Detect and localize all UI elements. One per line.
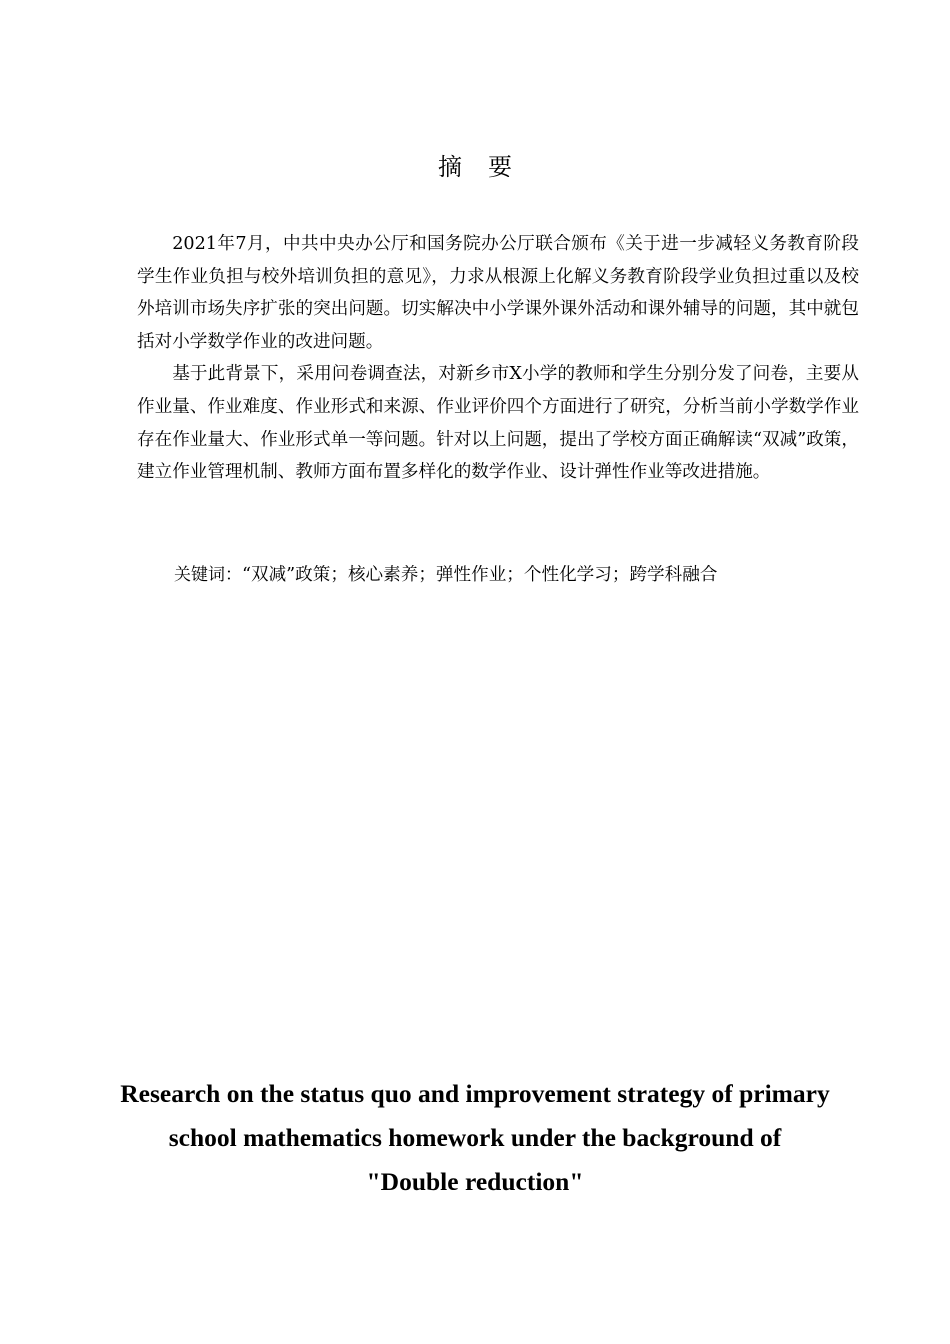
abstract-heading: 摘要 <box>438 153 538 181</box>
abstract-paragraph-2: 基于此背景下，采用问卷调查法，对新乡市X小学的教师和学生分别分发了问卷，主要从作业量、作业难度、作业形式和来源、作业评价四个方面进行了研究，分析当前小学数学作业存在作业量大、作业形式单一等问题。针对以上问题，提出了学校方面正确解读“双减”政策，建立作业管理机制、教师方面布置多样化的数学作业、设计弹性作业等改进措施。 <box>137 364 859 483</box>
english-title: Research on the status quo and improvement strategy of primary school mathematics homework under the background of "Double reduction" <box>120 1079 830 1196</box>
abstract-body <box>137 228 859 489</box>
keywords-line <box>174 560 874 590</box>
abstract-paragraph-1: 2021年7月，中共中央办公厅和国务院办公厅联合颁布《关于进一步减轻义务教育阶段学生作业负担与校外培训负担的意见》，力求从根源上化解义务教育阶段学业负担过重以及校外培训市场失序扩张的突出问题。切实解决中小学课外课外活动和课外辅导的问题，其中就包括对小学数学作业的改进问题。 <box>137 234 859 352</box>
keywords-label: 关键词： <box>174 565 242 585</box>
keywords-list: “双减”政策；核心素养；弹性作业；个性化学习；跨学科融合 <box>242 565 718 585</box>
